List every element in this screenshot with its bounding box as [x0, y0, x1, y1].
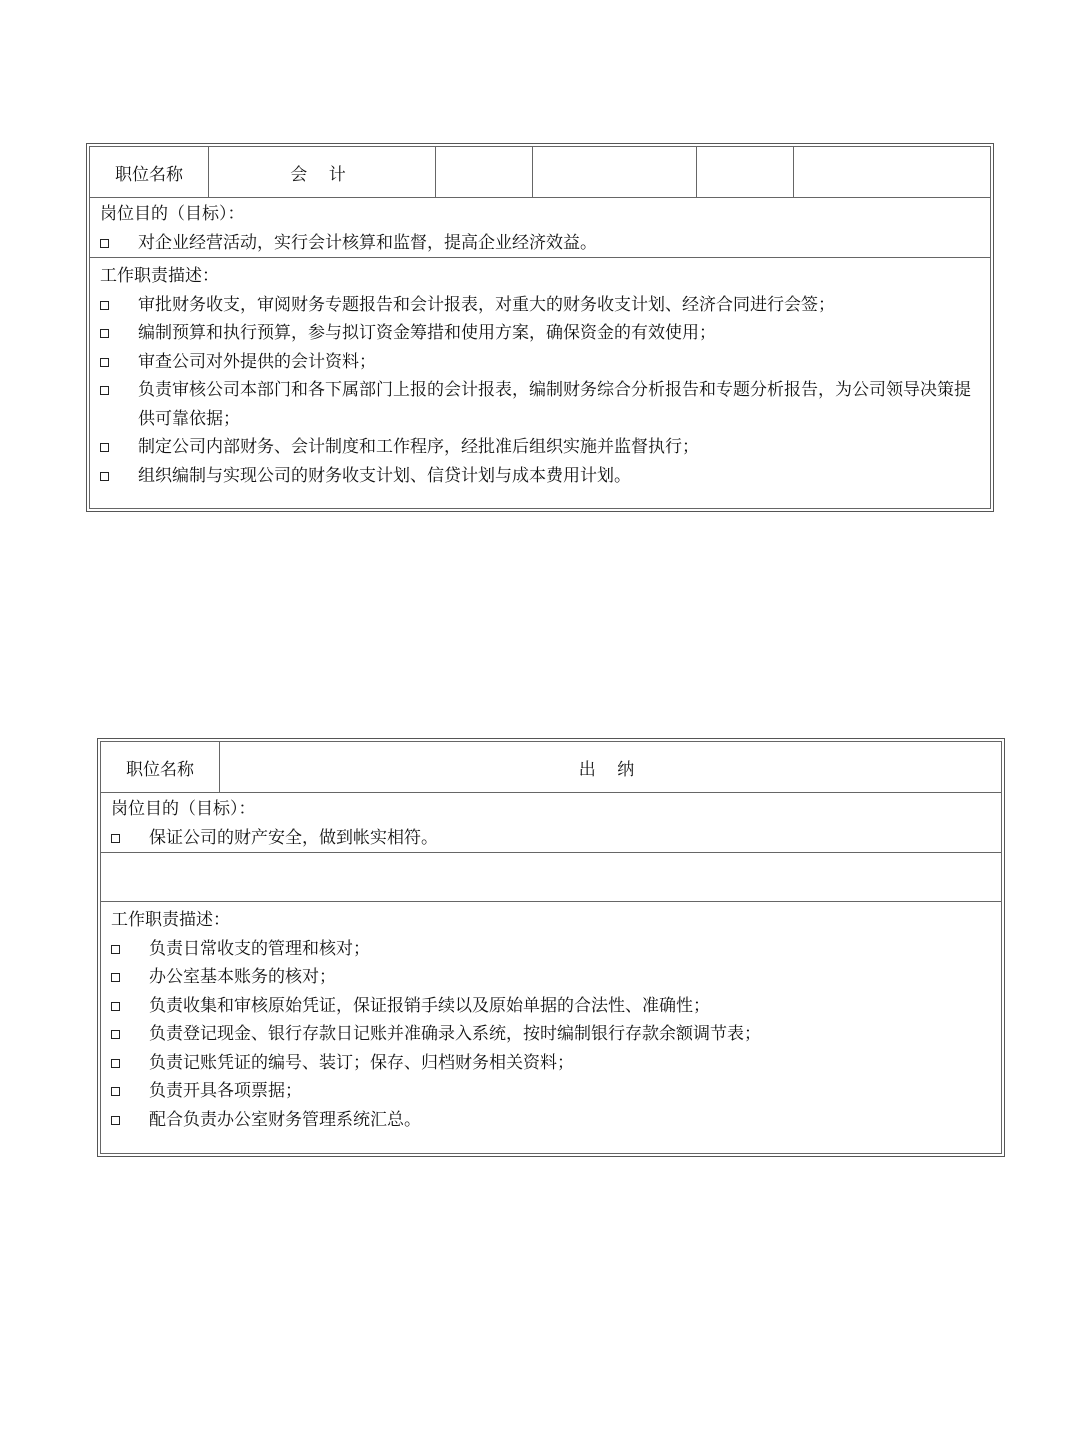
list-item: 配合负责办公室财务管理系统汇总。 [111, 1106, 991, 1135]
empty-cell [436, 147, 533, 197]
empty-row [101, 853, 1001, 902]
list-item: 审查公司对外提供的会计资料； [100, 348, 980, 377]
title-value: 会 计 [209, 147, 436, 197]
job-table-accountant [86, 143, 994, 512]
list-item: 制定公司内部财务、会计制度和工作程序，经批准后组织实施并监督执行； [100, 433, 980, 462]
list-item: 负责登记现金、银行存款日记账并准确录入系统，按时编制银行存款余额调节表； [111, 1020, 991, 1049]
list-item: 编制预算和执行预算，参与拟订资金筹措和使用方案，确保资金的有效使用； [100, 319, 980, 348]
list-item: 审批财务收支，审阅财务专题报告和会计报表，对重大的财务收支计划、经济合同进行会签； [100, 291, 980, 320]
checkbox-square-icon [100, 291, 112, 320]
checkbox-square-icon [111, 1106, 123, 1135]
list-item: 保证公司的财产安全，做到帐实相符。 [111, 824, 991, 853]
title-label: 职位名称 [101, 742, 220, 792]
list-item: 组织编制与实现公司的财务收支计划、信贷计划与成本费用计划。 [100, 462, 980, 491]
checkbox-square-icon [100, 229, 112, 258]
title-label: 职位名称 [90, 147, 209, 197]
checkbox-square-icon [100, 433, 112, 462]
empty-cell [533, 147, 697, 197]
list-item: 办公室基本账务的核对； [111, 963, 991, 992]
duties-heading: 工作职责描述： [100, 266, 219, 286]
duties-section [101, 902, 1001, 1140]
checkbox-square-icon [111, 992, 123, 1021]
empty-cell [697, 147, 794, 197]
list-item: 负责记账凭证的编号、装订；保存、归档财务相关资料； [111, 1049, 991, 1078]
list-item: 对企业经营活动，实行会计核算和监督，提高企业经济效益。 [100, 229, 980, 258]
checkbox-square-icon [100, 348, 112, 377]
title-value: 出 纳 [578, 759, 643, 780]
checkbox-square-icon [111, 935, 123, 964]
duties-section [90, 258, 990, 496]
title-row [101, 742, 1001, 793]
checkbox-square-icon [100, 376, 112, 433]
checkbox-square-icon [111, 1077, 123, 1106]
purpose-heading: 岗位目的（目标）： [111, 799, 256, 819]
duties-heading: 工作职责描述： [111, 910, 230, 930]
empty-cell [794, 147, 990, 197]
checkbox-square-icon [111, 963, 123, 992]
purpose-section [101, 793, 1001, 853]
list-item: 负责审核公司本部门和各下属部门上报的会计报表，编制财务综合分析报告和专题分析报告，为公司领导决策提供可靠依据； [100, 376, 980, 433]
list-item: 负责日常收支的管理和核对； [111, 935, 991, 964]
purpose-section [90, 198, 990, 258]
list-item: 负责收集和审核原始凭证，保证报销手续以及原始单据的合法性、准确性； [111, 992, 991, 1021]
checkbox-square-icon [100, 319, 112, 348]
checkbox-square-icon [100, 462, 112, 491]
checkbox-square-icon [111, 824, 123, 853]
list-item: 负责开具各项票据； [111, 1077, 991, 1106]
title-row [90, 147, 990, 198]
checkbox-square-icon [111, 1049, 123, 1078]
purpose-heading: 岗位目的（目标）： [100, 204, 245, 224]
job-table-cashier [97, 738, 1005, 1157]
checkbox-square-icon [111, 1020, 123, 1049]
